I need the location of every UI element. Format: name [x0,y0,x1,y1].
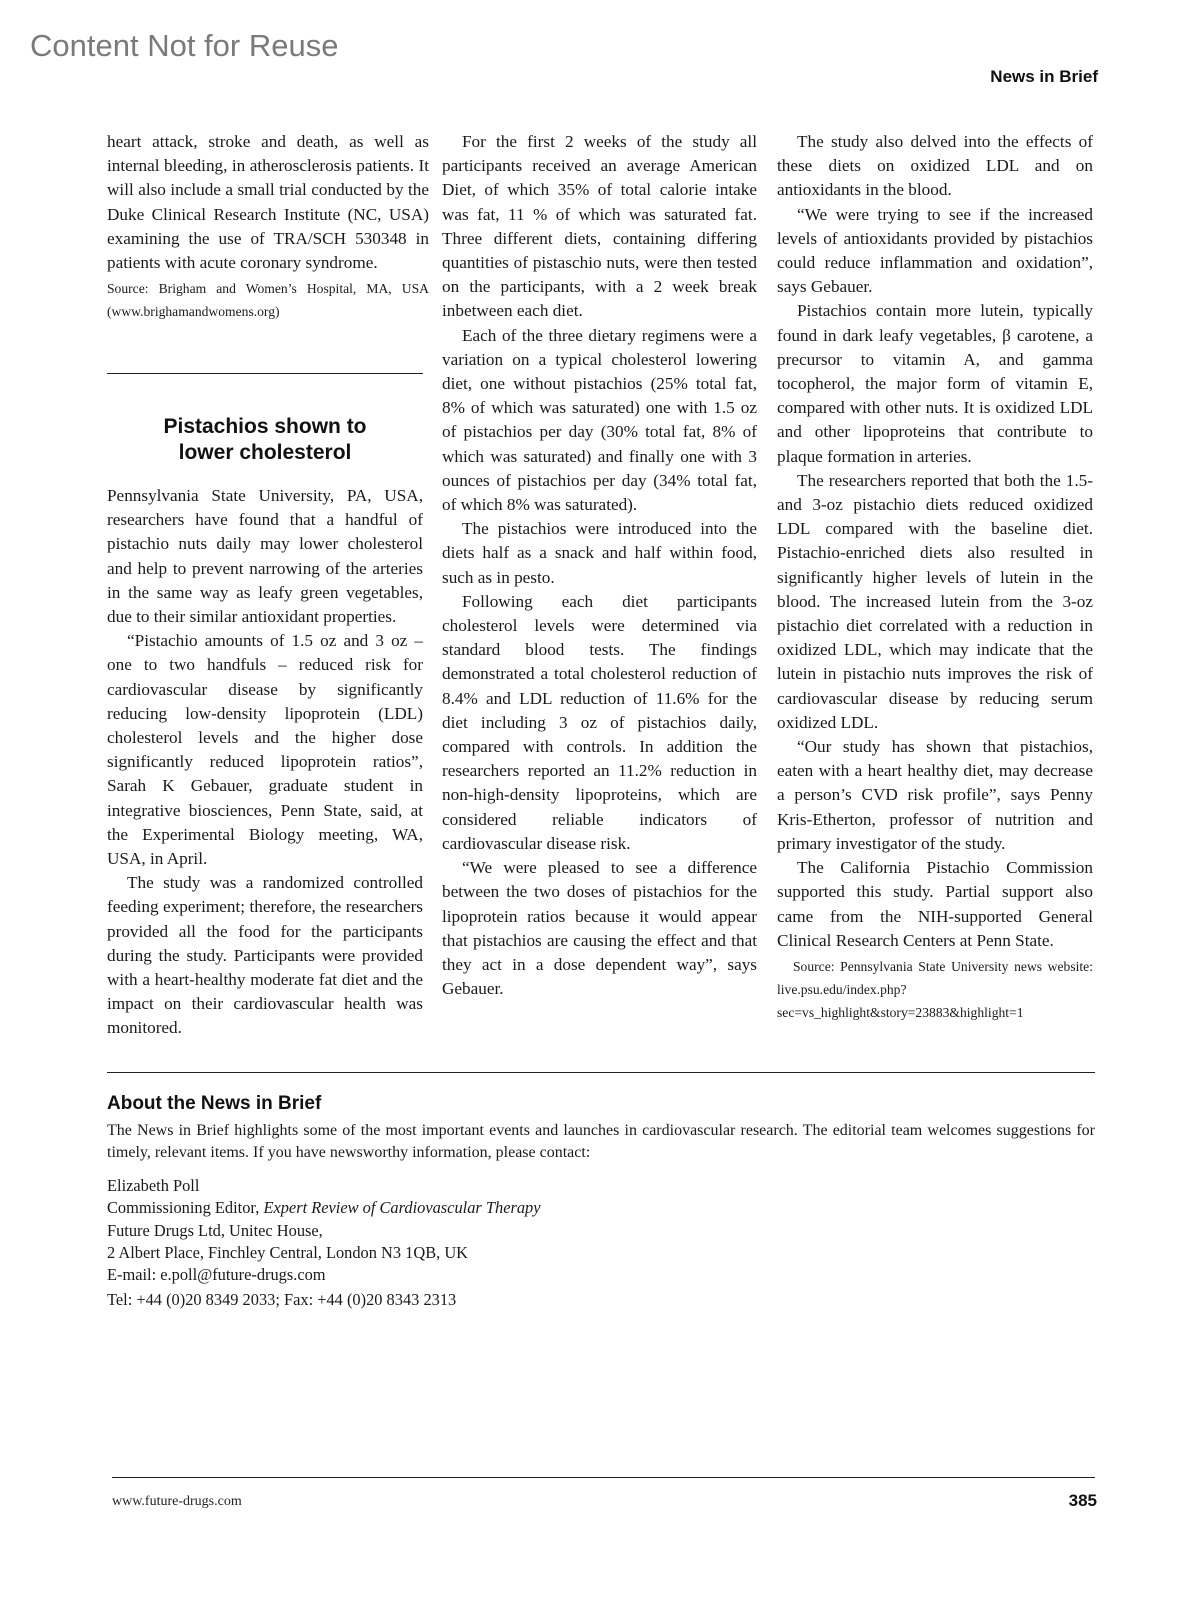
contact-tel: Tel: +44 (0)20 8349 2033; Fax: +44 (0)20 8343 2313 [107,1290,457,1310]
paragraph: The study also delved into the effects of these diets on oxidized LDL and on antioxidants in the blood. [777,132,1093,200]
column-2-article [442,130,757,1001]
contact-name: Elizabeth Poll [107,1176,200,1195]
page-number: 385 [1068,1491,1097,1510]
paragraph: For the first 2 weeks of the study all participants received an average American Diet, of which 35% of total calorie intake was fat, 11 % of which was saturated fat. Three different diets, containing differing quantities of pistaschio nuts, were then tested on the participants, with a 2 week break inbetween each diet. [442,132,757,321]
watermark: Content Not for Reuse [30,28,339,63]
paragraph: “We were pleased to see a difference between the two doses of pistachios for the lipoprotein ratios because it would appear that pistachios are causing the effect and that they act in a dose dependent way”, says Gebauer. [442,858,757,999]
paragraph: Pistachios contain more lutein, typically found in dark leafy vegetables, β carotene, a precursor to vitamin A, and gamma tocopherol, the major form of vitamin E, compared with other nuts. It is oxidized LDL and other lipoproteins that contribute to plaque formation in arteries. [777,301,1093,466]
paragraph: The pistachios were introduced into the diets half as a snack and half within food, such as in pesto. [442,519,757,587]
contact-block [107,1175,907,1312]
paragraph: “We were trying to see if the increased levels of antioxidants provided by pistachios could reduce inflammation and oxidation”, says Gebauer. [777,204,1093,297]
column-3-article [777,130,1093,1024]
paragraph: The California Pistachio Commission supported this study. Partial support also came from the NIH-supported General Clinical Research Centers at Penn State. [777,858,1093,950]
about-title: About the News in Brief [107,1093,322,1114]
contact-email[interactable]: E-mail: e.poll@future-drugs.com [107,1265,326,1285]
paragraph: Each of the three dietary regimens were a variation on a typical cholesterol lowering diet, one without pistachios (25% total fat, 8% of which was saturated) one with 1.5 oz of pistachios per day (30% total fat, 8% of which was saturated) and finally one with 3 ounces of pistachios per day (34% total fat, of which 8% was saturated). [442,325,757,515]
section-label: News in Brief [990,67,1098,86]
footer-url[interactable]: www.future-drugs.com [112,1494,242,1509]
source-note: Source: Brigham and Women’s Hospital, MA, USA (www.brighamandwomens.org) [107,281,429,320]
paragraph: “Pistachio amounts of 1.5 oz and 3 oz – one to two handfuls – reduced risk for cardiovascular disease by significantly reducing low-density lipoprotein (LDL) cholesterol levels and the higher dose significantly reduced lipoprotein ratios”, Sarah K Gebauer, graduate student in integrative biosciences, Penn State, said, at the Experimental Biology meeting, WA, USA, in April. [107,631,423,869]
paragraph: “Our study has shown that pistachios, eaten with a heart healthy diet, may decrease a person’s CVD risk profile”, says Penny Kris-Etherton, professor of nutrition and primary investigator of the study. [777,737,1093,853]
about-body: The News in Brief highlights some of the most important events and launches in cardiovascular research. The editorial team welcomes suggestions for timely, relevant items. If you have newsworthy information, please contact: [107,1122,1095,1161]
paragraph: The researchers reported that both the 1.5- and 3-oz pistachio diets reduced oxidized LDL compared with the baseline diet. Pistachio-enriched diets also resulted in significantly higher levels of lutein in the blood. The increased lutein from the 3-oz pistachio diet correlated with a reduction in oxidized LDL, which may indicate that the lutein in pistachio nuts improves the risk of cardiovascular disease by reducing serum oxidized LDL. [777,470,1093,732]
headline-line: lower cholesterol [178,441,352,464]
headline-line: Pistachios shown to [163,415,367,438]
article-headline [107,414,423,466]
footer-divider [112,1477,1095,1478]
divider [107,373,423,374]
journal-title: Expert Review of Cardiovascular Therapy [263,1198,541,1218]
column-1-previous-item [107,130,429,323]
contact-address: 2 Albert Place, Finchley Central, London N3 1QB, UK [107,1242,468,1262]
source-note: Source: Pennsylvania State University news website: live.psu.edu/index.php?sec=vs_highlight&story=23883&highlight=1 [777,958,1093,1020]
divider [107,1072,1095,1073]
contact-role [107,1197,907,1219]
paragraph: The study was a randomized controlled feeding experiment; therefore, the researchers provided all the food for the participants during the study. Participants were provided with a heart-healthy moderate fat diet and the impact on their cardiovascular health was monitored. [107,873,423,1038]
paragraph: Pennsylvania State University, PA, USA, researchers have found that a handful of pistachio nuts daily may lower cholesterol and help to prevent narrowing of the arteries in the same way as leafy green vegetables, due to their similar antioxidant properties. [107,486,423,627]
column-1-article [107,484,423,1041]
paragraph: heart attack, stroke and death, as well as internal bleeding, in atherosclerosis patients. It will also include a small trial conducted by the Duke Clinical Research Institute (NC, USA) examining the use of TRA/SCH 530348 in patients with acute coronary syndrome. [107,132,429,273]
paragraph: Following each diet participants cholesterol levels were determined via standard blood tests. The findings demonstrated a total cholesterol reduction of 8.4% and LDL reduction of 11.6% for the diet including 3 oz of pistachios daily, compared with controls. In addition the researchers reported an 11.2% reduction in non-high-density lipoproteins, which are considered reliable indicators of cardiovascular disease risk. [442,591,757,853]
contact-company: Future Drugs Ltd, Unitec House, [107,1220,323,1240]
contact-role-prefix: Commissioning Editor, [107,1198,264,1218]
